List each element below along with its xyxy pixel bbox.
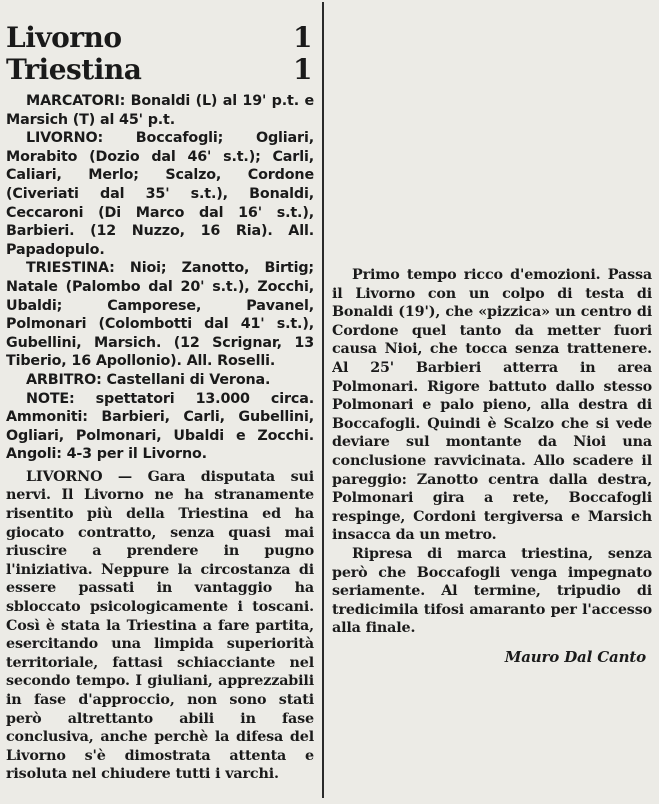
home-team-name: Livorno — [6, 22, 122, 54]
right-column-content — [332, 4, 652, 804]
article-body-left — [6, 468, 314, 784]
box-score — [6, 92, 314, 464]
article-paragraph-2: Primo tempo ricco d'emozioni. Passa il Livorno con un colpo di testa di Bonaldi (19'), che «pizzica» un centro di Cordone quel tanto da metter fuori causa Nioi, che tocca senza trattenere. Al 25' Barbieri atterra in area Polmonari. Rigore battuto dallo stesso Polmonari e palo pieno, alla destra di Boccafogli. Quindi è Scalzo che si vede deviare sul montante da Nioi una conclusione ravvicinata. Allo scadere il pareggio: Zanotto centra dalla destra, Polmonari gira a rete, Boccafogli respinge, Cordoni tergiversa e Marsich insacca da un metro. — [332, 267, 652, 544]
article-body-right — [332, 266, 652, 666]
scorers: MARCATORI: Bonaldi (L) al 19' p.t. e Marsich (T) al 45' p.t. — [6, 93, 314, 128]
match-score — [6, 22, 314, 86]
column-divider — [322, 2, 324, 798]
away-score-row — [6, 54, 314, 86]
lineup-triestina: TRIESTINA: Nioi; Zanotto, Birtig; Natale (Palombo dal 20' s.t.), Zocchi, Ubaldi; Camporese, Pavanel, Polmonari (Colombotti dal 41' s.t.), Gubellini, Marsich. (12 Scrignar, 13 Tiberio, 16 Apollonio). All. Roselli. — [6, 260, 314, 370]
match-notes: NOTE: spettatori 13.000 circa. Ammoniti: Barbieri, Carli, Gubellini, Ogliari, Polmonari, Ubaldi e Zocchi. Angoli: 4-3 per il Livorno. — [6, 390, 314, 463]
home-score-row — [6, 22, 314, 54]
home-team-score: 1 — [293, 22, 312, 54]
article-paragraph-1: LIVORNO — Gara disputata sui nervi. Il Livorno ne ha stranamente risentito più della Triestina ed ha giocato contratto, senza quasi mai riuscire a prendere in pugno l'iniziativa. Neppure la circostanza di essere passati in vantaggio ha sbloccato psicologicamente i toscani. Così è stata la Triestina a fare partita, esercitando una limpida superiorità territoriale, fattasi schiacciante nel secondo tempo. I giuliani, apprezzabili in fase d'approccio, non sono stati però altrettanto abili in fase conclusiva, anche perchè la difesa del Livorno s'è dimostrata attenta e risoluta nel chiudere tutti i varchi. — [6, 468, 314, 783]
referee: ARBITRO: Castellani di Verona. — [26, 371, 271, 388]
author-byline: Mauro Dal Canto — [504, 647, 646, 666]
away-team-name: Triestina — [6, 53, 142, 86]
away-team-score: 1 — [293, 53, 312, 86]
lineup-livorno: LIVORNO: Boccafogli; Ogliari, Morabito (Dozio dal 46' s.t.); Carli, Caliari, Merlo; Scalzo, Cordone (Civeriati dal 35' s.t.), Bonaldi, Ceccaroni (Di Marco dal 16' s.t.), Barbieri. (12 Nuzzo, 16 Ria). All. Papadopulo. — [6, 130, 314, 258]
left-column — [6, 22, 314, 798]
article-paragraph-3: Ripresa di marca triestina, senza però che Boccafogli venga impegnato seriamente. Al termine, tripudio di tredicimila tifosi amaranto per l'accesso alla finale. — [332, 545, 652, 637]
